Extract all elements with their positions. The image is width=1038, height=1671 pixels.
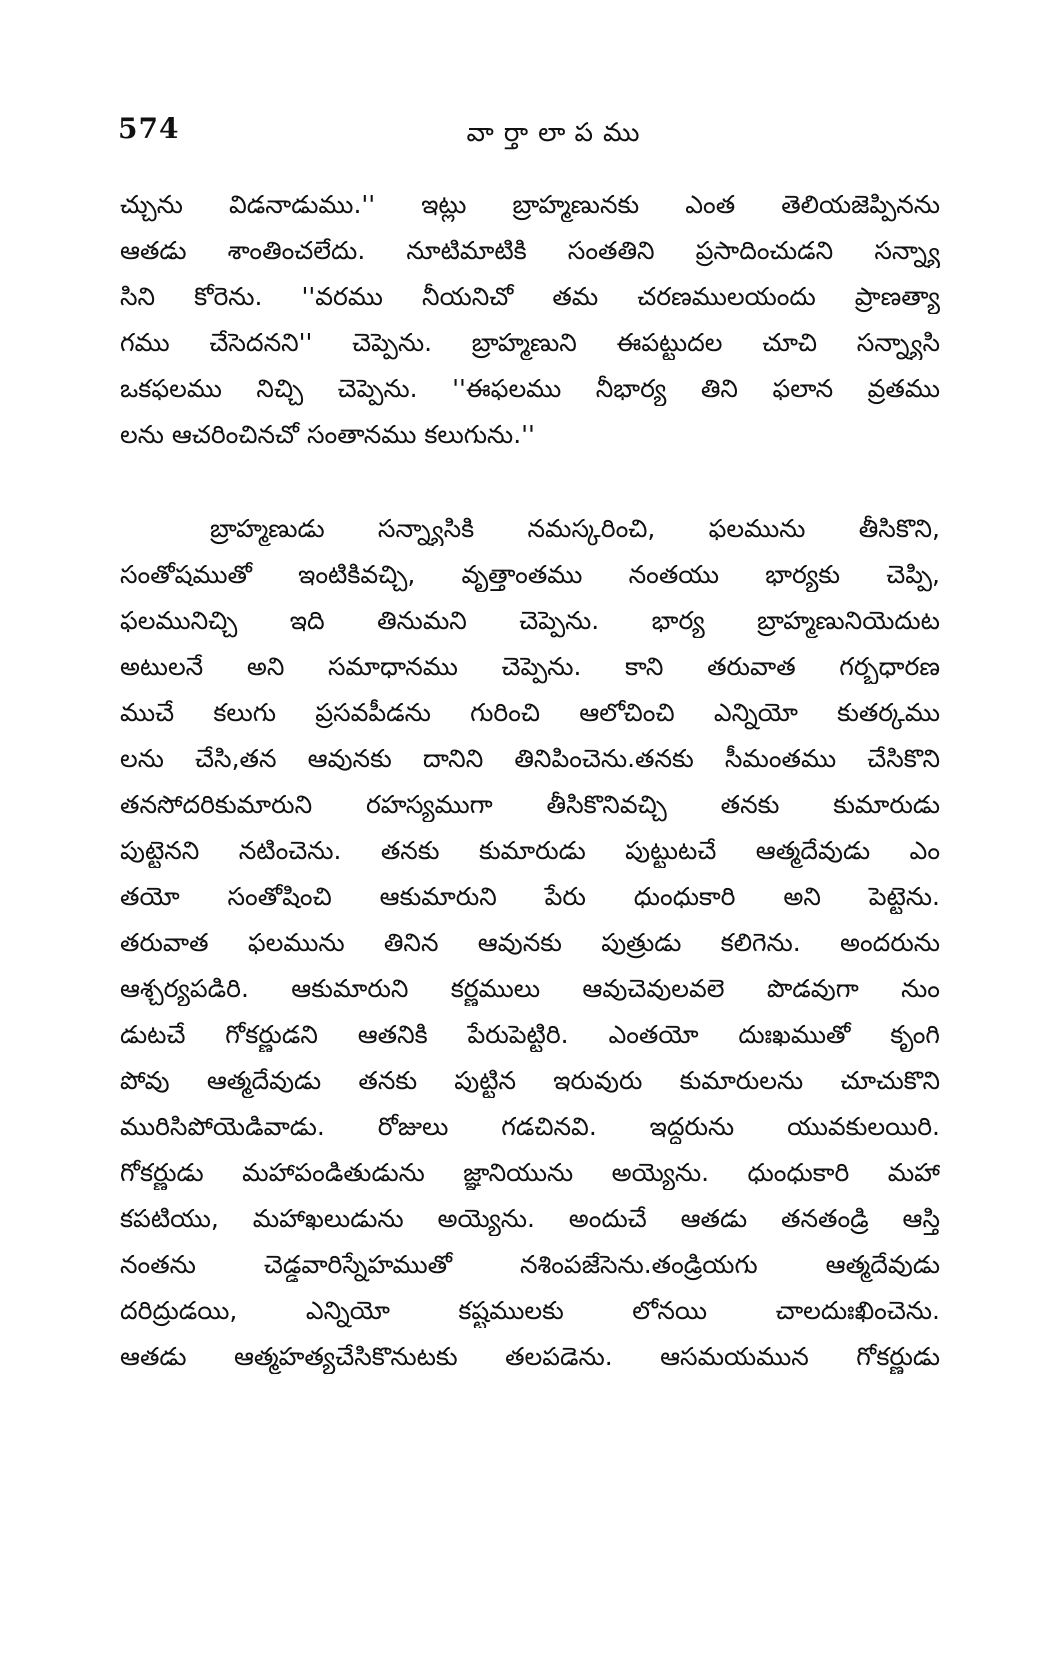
text-line: పోవు ఆత్మదేవుడు తనకు పుట్టిన ఇరువురు కుమారులను చూచుకొని [120,1066,940,1095]
text-line: లను ఆచరించినచో సంతానము కలుగును.'' [120,420,535,449]
text-line: దరిద్రుడయి, ఎన్నియో కష్టములకు లోనయి చాలదుఃఖించెను. [120,1296,940,1325]
text-line: ఫలమునిచ్చి ఇది తినుమని చెప్పెను. భార్య బ్రాహ్మణునియెదుట [120,606,940,635]
text-line: ఆతడు శాంతించలేదు. నూటిమాటికి సంతతిని ప్రసాదించుడని సన్న్యా [120,236,940,265]
text-line: తనసోదరికుమారుని రహస్యముగా తీసికొనివచ్చి తనకు కుమారుడు [120,790,940,819]
text-line: సంతోషముతో ఇంటికివచ్చి, వృత్తాంతము నంతయు భార్యకు చెప్పి, [120,560,940,589]
text-line: మురిసిపోయెడివాడు. రోజులు గడచినవి. ఇద్దరును యువకులయిరి. [120,1112,940,1141]
text-line: బ్రాహ్మణుడు సన్న్యాసికి నమస్కరించి, ఫలమును తీసికొని, [210,514,940,543]
text-line: గము చేసెదనని'' చెప్పెను. బ్రాహ్మణుని ఈపట్టుదల చూచి సన్న్యాసి [120,328,940,357]
text-line: ముచే కలుగు ప్రసవపీడను గురించి ఆలోచించి ఎన్నియో కుతర్కము [120,698,940,727]
text-line: ఆశ్చర్యపడిరి. ఆకుమారుని కర్ణములు ఆవుచెవులవలె పొడవుగా నుం [120,974,940,1003]
text-line: ఆతడు ఆత్మహత్యచేసికొనుటకు తలపడెను. ఆసమయమున గోకర్ణుడు [120,1342,940,1371]
text-line: ఒకఫలము నిచ్చి చెప్పెను. ''ఈఫలము నీభార్య తిని ఫలాన వ్రతము [120,374,940,403]
text-line: తయో సంతోషించి ఆకుమారుని పేరు ధుంధుకారి అని పెట్టెను. [120,882,940,911]
text-line: సిని కోరెను. ''వరము నీయనిచో తమ చరణములయందు ప్రాణత్యా [120,282,940,311]
page-number: 574 [118,112,180,145]
text-line: లను చేసి,తన ఆవునకు దానిని తినిపించెను.తనకు సీమంతము చేసికొని [120,744,940,773]
text-line: నంతను చెడ్డవారిస్నేహముతో నశింపజేసెను.తండ్రియగు ఆత్మదేవుడు [120,1250,940,1279]
text-line: డుటచే గోకర్ణుడని ఆతనికి పేరుపెట్టిరి. ఎంతయో దుఃఖముతో కృంగి [120,1020,940,1049]
page-header [118,112,918,156]
text-line: అటులనే అని సమాధానము చెప్పెను. కాని తరువాత గర్భధారణ [120,652,940,681]
running-title: వార్తాలాపము [466,118,650,148]
text-line: తరువాత ఫలమును తినిన ఆవునకు పుత్రుడు కలిగెను. అందరును [120,928,940,957]
text-line: చ్చును విడనాడుము.'' ఇట్లు బ్రాహ్మణునకు ఎంత తెలియజెప్పినను [120,190,940,219]
text-line: గోకర్ణుడు మహాపండితుడును జ్ఞానియును అయ్యెను. ధుంధుకారి మహా [120,1158,940,1187]
text-line: పుట్టెనని నటించెను. తనకు కుమారుడు పుట్టుటచే ఆత్మదేవుడు ఎం [120,836,940,865]
text-line: కపటియు, మహాఖలుడును అయ్యెను. అందుచే ఆతడు తనతండ్రి ఆస్తి [120,1204,940,1233]
